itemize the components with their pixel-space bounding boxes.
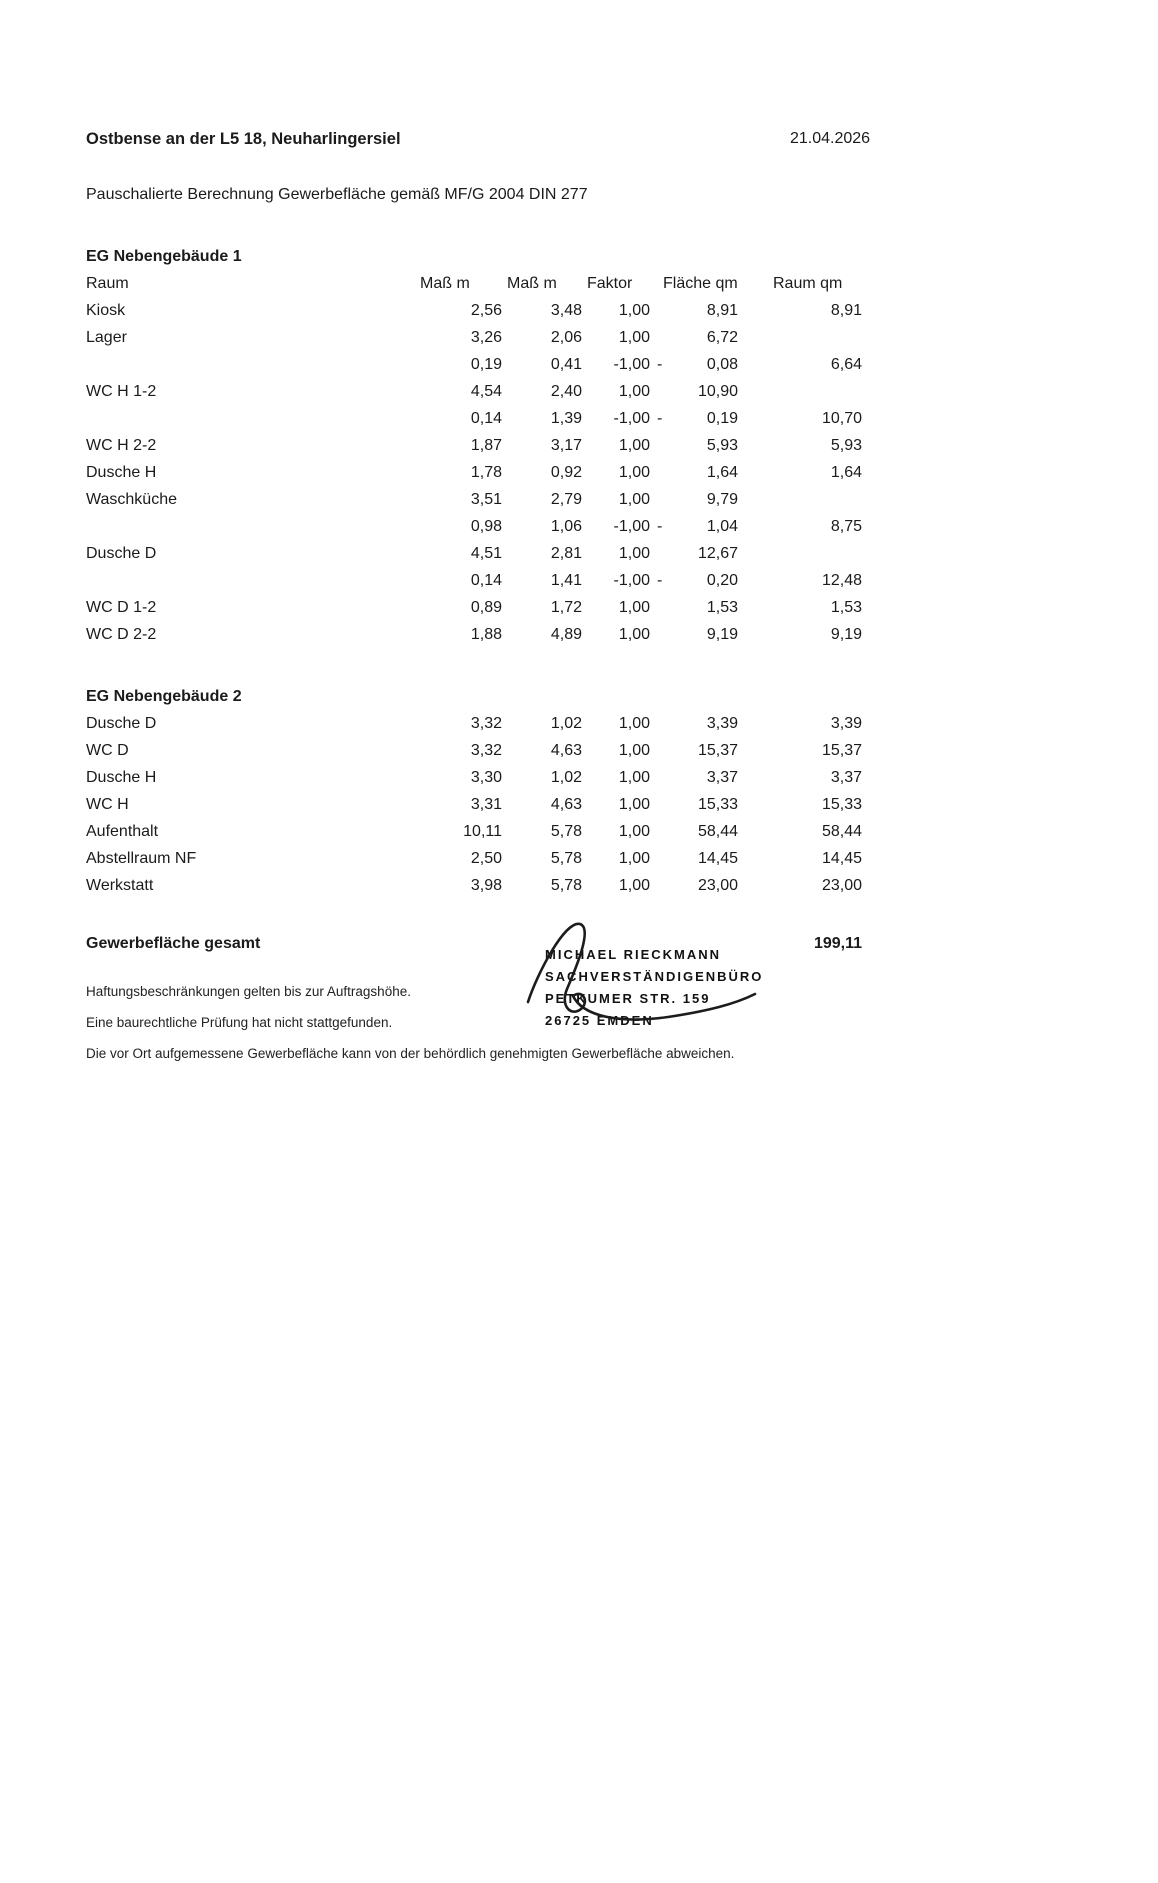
- flaeche-value: 8,91: [706, 302, 738, 319]
- cell-raum: WC H 2-2: [86, 437, 157, 454]
- cell-raum-qm: 1,53: [830, 599, 862, 616]
- cell-flaeche: [655, 405, 743, 432]
- cell-raum: [86, 513, 420, 540]
- table-row: [86, 737, 867, 764]
- flaeche-value: 58,44: [697, 823, 738, 840]
- cell-raum: [86, 567, 420, 594]
- cell-mass2: 0,41: [550, 356, 582, 373]
- table-row: [86, 818, 867, 845]
- cell-mass2: 1,39: [550, 410, 582, 427]
- column-header-mass2: Maß m: [507, 275, 557, 292]
- cell-raum: Abstellraum NF: [86, 850, 197, 867]
- cell-mass1: 3,98: [470, 877, 502, 894]
- cell-mass2: 1,72: [550, 599, 582, 616]
- table-row: [86, 872, 867, 899]
- flaeche-value: 10,90: [697, 383, 738, 400]
- negative-sign: -: [657, 572, 663, 589]
- footnote: Eine baurechtliche Prüfung hat nicht stattgefunden.: [86, 1015, 393, 1030]
- column-header-row: [86, 270, 867, 297]
- column-header-flaeche: Fläche qm: [663, 275, 738, 292]
- cell-faktor: 1,00: [618, 383, 650, 400]
- cell-faktor: 1,00: [618, 626, 650, 643]
- table-row: [86, 845, 867, 872]
- cell-mass2: 1,06: [550, 518, 582, 535]
- cell-flaeche: [655, 324, 743, 351]
- total-label: Gewerbefläche gesamt: [86, 935, 261, 952]
- cell-faktor: 1,00: [618, 302, 650, 319]
- table-row: [86, 540, 867, 567]
- table-row: [86, 764, 867, 791]
- cell-raum-qm: 23,00: [821, 877, 862, 894]
- cell-mass1: 0,14: [470, 410, 502, 427]
- cell-mass2: 4,89: [550, 626, 582, 643]
- cell-mass1: 0,89: [470, 599, 502, 616]
- table-row: [86, 405, 867, 432]
- cell-raum: Waschküche: [86, 491, 177, 508]
- cell-raum: WC H 1-2: [86, 383, 157, 400]
- table-row: [86, 459, 867, 486]
- flaeche-value: 1,64: [706, 464, 738, 481]
- cell-faktor: 1,00: [618, 877, 650, 894]
- column-header-raumqm: Raum qm: [773, 275, 843, 292]
- cell-flaeche: [655, 845, 743, 872]
- cell-mass2: 2,79: [550, 491, 582, 508]
- cell-mass1: 2,56: [470, 302, 502, 319]
- cell-raum-qm: [743, 378, 867, 405]
- cell-flaeche: [655, 594, 743, 621]
- table-row: [86, 324, 867, 351]
- cell-raum: WC D 2-2: [86, 626, 157, 643]
- flaeche-value: 23,00: [697, 877, 738, 894]
- cell-mass2: 3,48: [550, 302, 582, 319]
- cell-mass1: 1,88: [470, 626, 502, 643]
- cell-faktor: 1,00: [618, 599, 650, 616]
- flaeche-value: 6,72: [706, 329, 738, 346]
- cell-raum-qm: 8,75: [830, 518, 862, 535]
- flaeche-value: 0,08: [706, 356, 738, 373]
- cell-raum-qm: 3,37: [830, 769, 862, 786]
- cell-mass2: 2,06: [550, 329, 582, 346]
- cell-faktor: 1,00: [618, 742, 650, 759]
- column-header-raum: Raum: [86, 275, 129, 292]
- table-row: [86, 710, 867, 737]
- cell-mass2: 2,40: [550, 383, 582, 400]
- cell-flaeche: [655, 737, 743, 764]
- cell-flaeche: [655, 710, 743, 737]
- cell-flaeche: [655, 513, 743, 540]
- cell-mass1: 3,30: [470, 769, 502, 786]
- cell-mass1: 1,78: [470, 464, 502, 481]
- cell-raum-qm: [743, 540, 867, 567]
- stamp-line: PETKUMER STR. 159: [545, 991, 711, 1006]
- cell-raum: WC D: [86, 742, 129, 759]
- flaeche-value: 3,39: [706, 715, 738, 732]
- cell-raum-qm: 5,93: [830, 437, 862, 454]
- total-value: 199,11: [813, 935, 862, 952]
- negative-sign: -: [657, 410, 663, 427]
- table-row: [86, 621, 867, 648]
- cell-raum-qm: 10,70: [821, 410, 862, 427]
- cell-faktor: 1,00: [618, 491, 650, 508]
- footnotes: [86, 984, 734, 1077]
- table-row: [86, 594, 867, 621]
- stamp-line: MICHAEL RIECKMANN: [545, 947, 722, 962]
- cell-mass2: 4,63: [550, 742, 582, 759]
- flaeche-value: 0,20: [706, 572, 738, 589]
- cell-mass1: 2,50: [470, 850, 502, 867]
- cell-mass1: 1,87: [470, 437, 502, 454]
- flaeche-value: 5,93: [706, 437, 738, 454]
- negative-sign: -: [657, 518, 663, 535]
- cell-raum-qm: 15,37: [821, 742, 862, 759]
- cell-raum-qm: 12,48: [821, 572, 862, 589]
- cell-raum: [86, 351, 420, 378]
- column-header-faktor: Faktor: [587, 275, 633, 292]
- cell-mass2: 5,78: [550, 823, 582, 840]
- flaeche-value: 1,04: [706, 518, 738, 535]
- cell-mass2: 5,78: [550, 877, 582, 894]
- cell-mass1: 3,31: [470, 796, 502, 813]
- cell-raum-qm: 3,39: [830, 715, 862, 732]
- cell-mass1: 4,51: [470, 545, 502, 562]
- cell-flaeche: [655, 351, 743, 378]
- document-date: 21.04.2026: [790, 130, 871, 147]
- cell-mass1: 4,54: [470, 383, 502, 400]
- cell-raum-qm: 9,19: [830, 626, 862, 643]
- table-row: [86, 351, 867, 378]
- cell-raum-qm: [743, 486, 867, 513]
- cell-flaeche: [655, 486, 743, 513]
- flaeche-value: 15,37: [697, 742, 738, 759]
- table-row: [86, 791, 867, 818]
- cell-flaeche: [655, 459, 743, 486]
- cell-mass2: 1,02: [550, 715, 582, 732]
- cell-flaeche: [655, 791, 743, 818]
- footnote: Haftungsbeschränkungen gelten bis zur Auftragshöhe.: [86, 984, 411, 999]
- cell-mass1: 0,19: [470, 356, 502, 373]
- cell-faktor: 1,00: [618, 769, 650, 786]
- cell-faktor: 1,00: [618, 545, 650, 562]
- cell-raum: Aufenthalt: [86, 823, 159, 840]
- cell-raum-qm: 1,64: [830, 464, 862, 481]
- column-header-mass1: Maß m: [420, 275, 470, 292]
- table-section: [86, 243, 867, 648]
- cell-raum-qm: 58,44: [821, 823, 862, 840]
- cell-flaeche: [655, 621, 743, 648]
- flaeche-value: 1,53: [706, 599, 738, 616]
- stamp-line: SACHVERSTÄNDIGENBÜRO: [545, 969, 764, 984]
- flaeche-value: 9,19: [706, 626, 738, 643]
- cell-mass2: 1,02: [550, 769, 582, 786]
- cell-mass1: 3,32: [470, 742, 502, 759]
- cell-raum-qm: 8,91: [830, 302, 862, 319]
- flaeche-value: 3,37: [706, 769, 738, 786]
- section-title: EG Nebengebäude 2: [86, 688, 242, 705]
- cell-faktor: -1,00: [613, 410, 650, 427]
- cell-raum: Dusche H: [86, 769, 157, 786]
- cell-faktor: 1,00: [618, 329, 650, 346]
- cell-raum: Lager: [86, 329, 127, 346]
- table-row: [86, 513, 867, 540]
- cell-raum: Dusche H: [86, 464, 157, 481]
- cell-faktor: 1,00: [618, 715, 650, 732]
- cell-mass1: 3,51: [470, 491, 502, 508]
- cell-mass2: 0,92: [550, 464, 582, 481]
- cell-mass2: 2,81: [550, 545, 582, 562]
- cell-raum: [86, 405, 420, 432]
- flaeche-value: 9,79: [706, 491, 738, 508]
- cell-flaeche: [655, 872, 743, 899]
- cell-mass1: 0,14: [470, 572, 502, 589]
- cell-mass1: 3,32: [470, 715, 502, 732]
- cell-mass2: 4,63: [550, 796, 582, 813]
- cell-faktor: 1,00: [618, 464, 650, 481]
- calculation-table: [86, 243, 867, 957]
- cell-raum-qm: 6,64: [830, 356, 862, 373]
- table-row: [86, 567, 867, 594]
- table-row: [86, 432, 867, 459]
- flaeche-value: 14,45: [697, 850, 738, 867]
- cell-faktor: -1,00: [613, 572, 650, 589]
- flaeche-value: 15,33: [697, 796, 738, 813]
- cell-flaeche: [655, 818, 743, 845]
- cell-raum-qm: 15,33: [821, 796, 862, 813]
- cell-mass1: 10,11: [463, 823, 502, 840]
- cell-mass2: 3,17: [550, 437, 582, 454]
- cell-flaeche: [655, 432, 743, 459]
- cell-mass2: 1,41: [550, 572, 582, 589]
- cell-flaeche: [655, 540, 743, 567]
- cell-faktor: 1,00: [618, 823, 650, 840]
- cell-mass1: 0,98: [470, 518, 502, 535]
- cell-raum-qm: 14,45: [821, 850, 862, 867]
- table-section: [86, 683, 867, 899]
- cell-mass2: 5,78: [550, 850, 582, 867]
- cell-faktor: 1,00: [618, 796, 650, 813]
- cell-raum: WC H: [86, 796, 129, 813]
- cell-flaeche: [655, 378, 743, 405]
- cell-mass1: 3,26: [470, 329, 502, 346]
- table-row: [86, 378, 867, 405]
- table-row: [86, 486, 867, 513]
- cell-faktor: 1,00: [618, 437, 650, 454]
- table-row: [86, 297, 867, 324]
- cell-raum: Kiosk: [86, 302, 126, 319]
- cell-raum: Dusche D: [86, 545, 157, 562]
- cell-faktor: 1,00: [618, 850, 650, 867]
- document-title: Ostbense an der L5 18, Neuharlingersiel: [86, 130, 401, 148]
- flaeche-value: 0,19: [706, 410, 738, 427]
- cell-flaeche: [655, 567, 743, 594]
- cell-raum: WC D 1-2: [86, 599, 157, 616]
- negative-sign: -: [657, 356, 663, 373]
- cell-faktor: -1,00: [613, 356, 650, 373]
- stamp-line: 26725 EMDEN: [545, 1013, 654, 1028]
- cell-faktor: -1,00: [613, 518, 650, 535]
- cell-raum: Dusche D: [86, 715, 157, 732]
- footnote: Die vor Ort aufgemessene Gewerbefläche kann von der behördlich genehmigten Gewerbefläche abweichen.: [86, 1046, 735, 1061]
- cell-raum-qm: [743, 324, 867, 351]
- cell-flaeche: [655, 764, 743, 791]
- flaeche-value: 12,67: [697, 545, 738, 562]
- cell-flaeche: [655, 297, 743, 324]
- cell-raum: Werkstatt: [86, 877, 154, 894]
- section-title: EG Nebengebäude 1: [86, 248, 242, 265]
- document-subtitle: Pauschalierte Berechnung Gewerbefläche gemäß MF/G 2004 DIN 277: [86, 186, 588, 203]
